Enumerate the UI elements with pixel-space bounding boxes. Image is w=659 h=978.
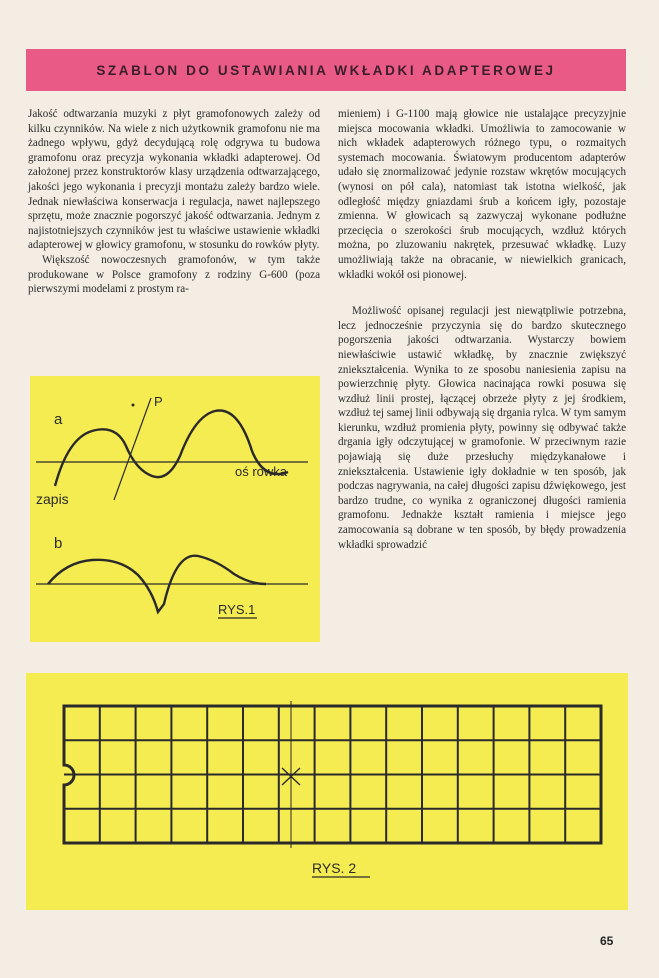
template-grid-diagram	[26, 673, 628, 910]
label-a: a	[54, 411, 63, 428]
page-number: 65	[600, 934, 614, 948]
paragraph: Większość nowoczesnych gramofonów, w tym także produkowane w Polsce gramofony z rodziny G-600 (poza pierwszymi modelami z prostym ra-	[28, 253, 320, 296]
needle-line-p	[114, 398, 151, 500]
figure-1-caption: RYS.1	[218, 602, 256, 617]
figure-1	[30, 376, 320, 642]
figure-1-diagram	[30, 376, 320, 642]
grid-lines	[64, 706, 601, 843]
paragraph: Możliwość opisanej regulacji jest niewątpliwie potrzebna, lecz jednocześnie przyczynia się do bardzo skutecznego pogorszenia jakości odtwarzania. Wystarczy bowiem niewłaściwie ustawić wkładkę, by znacznie zwiększyć zniekształcenia. Wynika to ze sposobu naniesienia zapisu na powierzchnię płyty. Głowica nacinająca rowki posuwa się wzdłuż linii prostej, łączącej obrzeże płyty z jej środkiem, wzdłuż tej samej linii odbywają się drgania rylca. W tym samym kierunku, wzdłuż promienia płyty, powinny się odbywać także drgania igły odczytującej w gramofonie. W przeciwnym razie pojawiają się duże przesłuchy międzykanałowe i zniekształcenia. Ustawienie igły dokładnie w ten sposób, jak podczas nagrywania, na całej długości zapisu dźwiękowego, jest bardzo trudne, co wynika z ograniczonej długości ramienia gramofonu. Jednakże kształt ramienia i miejsce jego zamocowania są dobrane w ten sposób, by błędy prowadzenia wkładki sprowadzić	[338, 305, 626, 551]
label-b: b	[54, 535, 63, 552]
label-groove-axis: oś rowka	[235, 464, 288, 479]
page-title: SZABLON DO USTAWIANIA WKŁADKI ADAPTEROWEJ	[96, 62, 556, 78]
title-banner	[26, 49, 626, 91]
text-column-left	[28, 107, 320, 297]
marker-dot	[132, 404, 135, 407]
figure-2-caption: RYS. 2	[312, 860, 357, 876]
figure-2	[26, 673, 628, 910]
paragraph: Jakość odtwarzania muzyki z płyt gramofonowych zależy od kilku czynników. Na wiele z nich użytkownik gramofonu nie ma żadnego wpływu, gdyż decydującą rolę odgrywa tu budowa gramofonu oraz precyzja wykonania wkładki adapterowej. Od założonej przez konstruktorów klasy urządzenia odtwarzającego, jakości jego wykonania i precyzji montażu zależy bardzo wiele. Jednak niewłaściwa konserwacja i regulacja, nawet najlepszego sprzętu, może znacznie pogorszyć jakość odtwarzania. Jednym z najistotniejszych czynników jest tu właściwe ustawienie wkładki adapterowej w głowicy gramofonu, w stosunku do rowków płyty.	[28, 108, 320, 252]
text-column-right	[338, 107, 626, 552]
label-p: P	[154, 394, 163, 409]
label-zapis: zapis	[36, 491, 69, 507]
paragraph: mieniem) i G-1100 mają głowice nie ustalające precyzyjnie miejsca mocowania wkładki. Umożliwia to zamocowanie w nich wkładek adapterowych różnego typu, o rozmaitych systemach mocowania. Światowym producentom adapterów udało się znormalizować jedynie rozstaw wkrętów mocujących (wynosi on pół cala), natomiast tak istotna wielkość, jak odległość między gniazdami śrub a końcem igły, pozostaje zmienna. W głowicach są zazwyczaj wykonane podłużne przecięcia o szerokości śrub mocujących, wzdłuż których można, po zluzowaniu nakrętek, przesuwać wkładkę. Luzy umożliwiają także na obracanie, w niewielkich granicach, wkładki wokół osi pionowej.	[338, 108, 626, 281]
